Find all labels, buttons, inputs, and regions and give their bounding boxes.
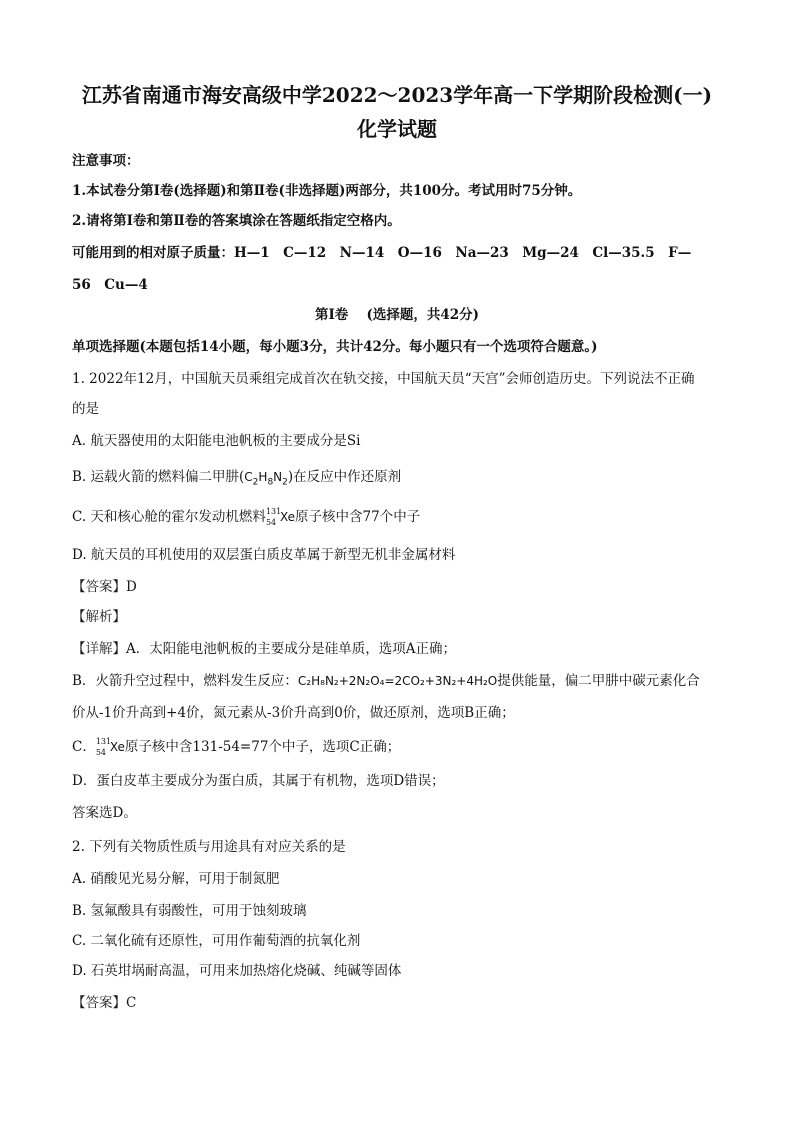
q1-stem-line-1: 1. 2022年12月，中国航天员乘组完成首次在轨交接，中国航天员“天宫”会师创造历史。下列说法不正确 [72,371,695,387]
q2-stem: 2. 下列有关物质性质与用途具有对应关系的是 [72,839,346,855]
section-instruction: 单项选择题(本题包括14小题，每小题3分，共计42分。每小题只有一个选项符合题意。) [72,339,598,355]
atomic-mass-line-1: 可能用到的相对原子质量：H—1 C—12 N—14 O—16 Na—23 Mg—24 Cl—35.5 F— [72,245,692,261]
xenon-nuclide-mass-atomic: 131 54 [265,506,282,527]
q1-option-b-suffix: )在反应中作还原剂 [287,469,402,485]
q1-detail-b-line-2: 价从-1价升高到+4价，氮元素从-3价升高到0价，做还原剂，选项B正确； [72,705,515,721]
q1-option-c [72,508,420,527]
q1-detail-c: C． 131 54 Xe原子核中含131-54=77个中子，选项C正确； [72,736,401,757]
q1-option-a: A. 航天器使用的太阳能电池帆板的主要成分是Si [72,433,361,449]
q2-option-b: B. 氢氟酸具有弱酸性，可用于蚀刻玻璃 [72,903,307,919]
xenon-nuclide-mass-atomic-detail: 131 54 [95,736,112,757]
q1-option-b [72,468,401,486]
q2-option-c: C. 二氧化硫有还原性，可用作葡萄酒的抗氧化剂 [72,933,361,949]
q2-option-d: D. 石英坩埚耐高温，可用来加热熔化烧碱、纯碱等固体 [72,963,402,979]
atomic-mass-line-2: 56 Cu—4 [72,277,148,293]
q2-answer: 【答案】C [72,995,137,1011]
q1-detail-b: B．火箭升空过程中，燃料发生反应：C₂H₈N₂+2N₂O₄=2CO₂+3N₂+4H₂O提供能量，偏二甲肼中碳元素化合 [72,673,700,689]
notes-item-1: 1.本试卷分第Ⅰ卷(选择题)和第Ⅱ卷(非选择题)两部分，共100分。考试用时75分钟。 [72,183,582,199]
q1-conclusion: 答案选D。 [72,805,137,821]
q1-option-b-prefix: B. 运载火箭的燃料偏二甲肼( [72,469,245,485]
exam-title: 江苏省南通市海安高级中学2022～2023学年高一下学期阶段检测(一) [81,83,713,107]
udmh-formula: $C_2H_8N_2$ [244,470,288,488]
section-title: 第Ⅰ卷 (选择题，共42分) [314,307,480,323]
q1-detail-a: 【详解】A．太阳能电池帆板的主要成分是硅单质，选项A正确； [72,641,456,657]
q1-option-c-prefix: C. 天和核心舱的霍尔发动机燃料 [72,509,266,525]
notes-item-2: 2.请将第Ⅰ卷和第Ⅱ卷的答案填涂在答题纸指定空格内。 [72,213,401,229]
q1-analysis-label: 【解析】 [72,609,126,625]
combustion-equation: C₂H₈N₂+2N₂O₄=2CO₂+3N₂+4H₂O [297,674,498,688]
q1-option-c-suffix: 原子核中含77个中子 [295,509,421,525]
q1-detail-d: D．蛋白皮革主要成分为蛋白质，其属于有机物，选项D错误； [72,773,445,789]
q1-stem-line-2: 的是 [72,401,99,417]
q1-option-d: D. 航天员的耳机使用的双层蛋白质皮革属于新型无机非金属材料 [72,547,456,563]
xenon-symbol: Xe [279,510,296,524]
exam-subtitle: 化学试题 [357,117,437,141]
q1-answer: 【答案】D [72,579,137,595]
q2-option-a: A. 硝酸见光易分解，可用于制氮肥 [72,871,280,887]
notes-heading: 注意事项： [72,153,140,169]
